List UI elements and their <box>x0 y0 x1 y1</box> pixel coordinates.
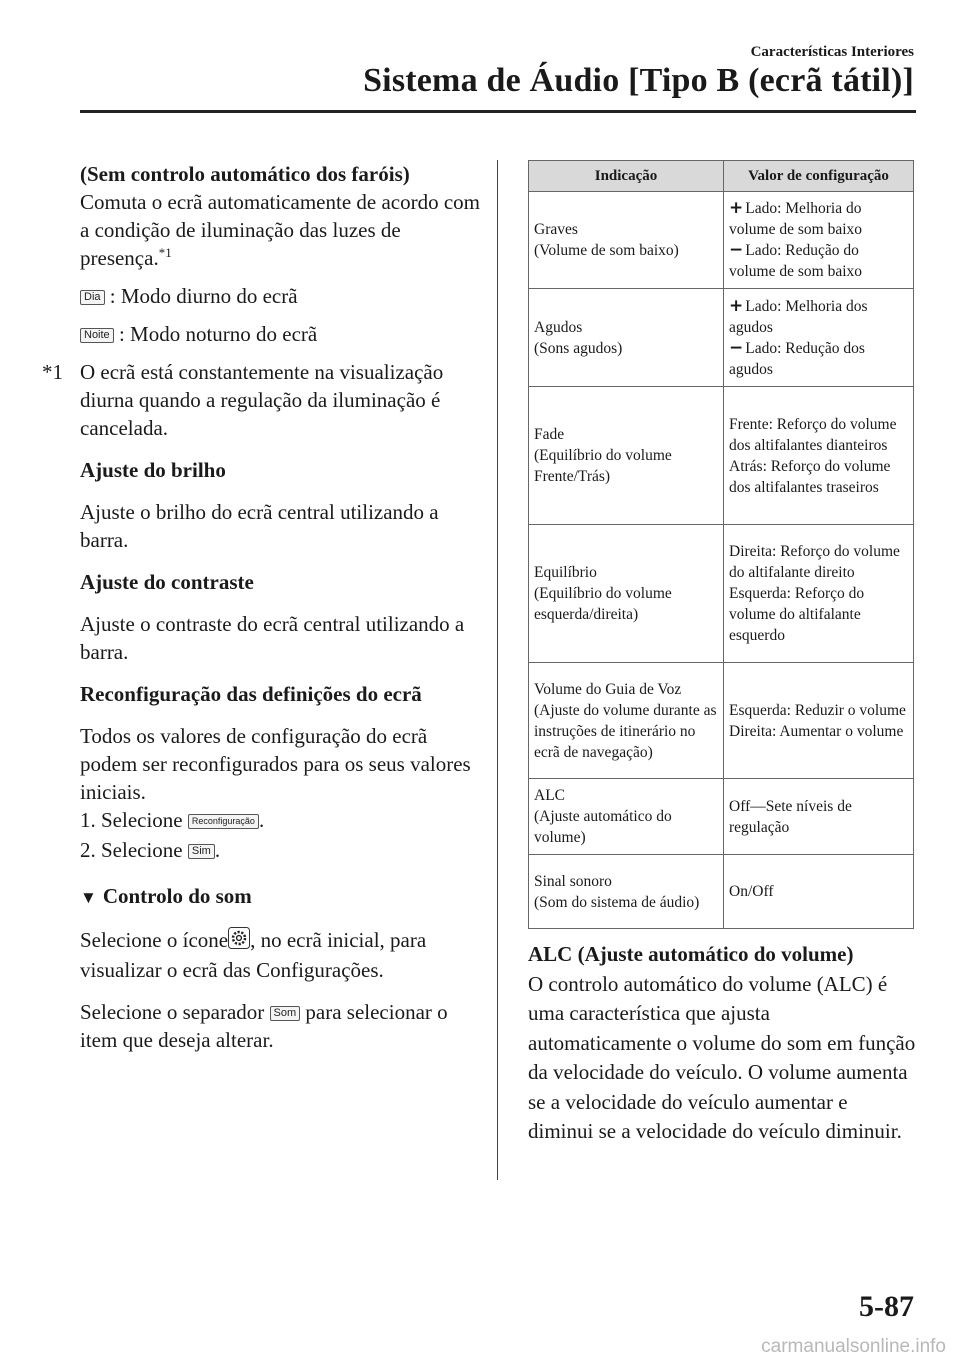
plus-icon: + <box>729 295 744 316</box>
row-item: Agudos (Sons agudos) <box>529 289 724 387</box>
row-item: ALC (Ajuste automático do volume) <box>529 779 724 855</box>
sound-tab-button[interactable]: Som <box>270 1006 301 1021</box>
paragraph-alc: O controlo automático do volume (ALC) é uma característica que ajusta automaticamente o volume do som em função da velocidade do veículo. O volume aumenta se a velocidade do veículo aumentar e diminui se a velocidade do veículo diminuir. <box>528 971 916 1143</box>
row-item: Volume do Guia de Voz (Ajuste do volume durante as instruções de itinerário no ecrã de navegação) <box>529 663 724 779</box>
triangle-icon: ▼ <box>80 888 97 907</box>
table-row <box>529 525 914 663</box>
heading-brightness: Ajuste do brilho <box>80 458 226 482</box>
page-title: Sistema de Áudio [Tipo B (ecrã tátil)] <box>363 62 914 99</box>
step-1: 1. Selecione Reconfiguração . <box>80 808 265 832</box>
reconfig-button[interactable]: Reconfiguração <box>188 814 259 829</box>
step-2: 2. Selecione Sim . <box>80 838 221 862</box>
table-row <box>529 663 914 779</box>
row-item: Sinal sonoro (Som do sistema de áudio) <box>529 855 724 929</box>
row-item: Graves (Volume de som baixo) <box>529 192 724 289</box>
watermark: carmanualsonline.info <box>761 1336 946 1357</box>
table-row <box>529 855 914 929</box>
day-button[interactable]: Dia <box>80 290 105 305</box>
row-item: Fade (Equilíbrio do volume Frente/Trás) <box>529 387 724 525</box>
paragraph-sound-1: Selecione o ícone , no ecrã inicial, para visualizar o ecrã das Configurações. <box>80 928 427 982</box>
header-indication: Indicação <box>529 161 724 192</box>
row-item: Equilíbrio (Equilíbrio do volume esquerda/direita) <box>529 525 724 663</box>
table-row <box>529 289 914 387</box>
sound-settings-table <box>528 160 914 929</box>
header-rule <box>80 110 916 113</box>
table-row <box>529 192 914 289</box>
night-button[interactable]: Noite <box>80 328 114 343</box>
section-sound-control: ▼ Controlo do som <box>80 884 252 908</box>
row-value: Esquerda: Reduzir o volume Direita: Aumentar o volume <box>724 663 914 779</box>
row-value: + Lado: Melhoria do volume de som baixo − Lado: Redução do volume de som baixo <box>724 192 914 289</box>
row-value: On/Off <box>724 855 914 929</box>
footnote-mark: *1 <box>42 360 63 384</box>
row-value: Frente: Reforço do volume dos altifalantes dianteiros Atrás: Reforço do volume dos altifalantes traseiros <box>724 387 914 525</box>
paragraph-brightness: Ajuste o brilho do ecrã central utilizando a barra. <box>80 500 439 552</box>
night-mode-line: Noite : Modo noturno do ecrã <box>80 320 480 348</box>
paragraph-lights: Comuta o ecrã automaticamente de acordo com a condição de iluminação das luzes de presença.$^{*1}$ <box>80 190 480 270</box>
footnote-ref: *1 <box>158 245 172 260</box>
row-value: + Lado: Melhoria dos agudos − Lado: Redução dos agudos <box>724 289 914 387</box>
table-row <box>529 779 914 855</box>
heading-reset: Reconfiguração das definições do ecrã <box>80 682 422 706</box>
row-value: Off—Sete níveis de regulação <box>724 779 914 855</box>
day-mode-line: Dia : Modo diurno do ecrã <box>80 282 480 310</box>
heading-alc: ALC (Ajuste automático do volume) <box>528 942 854 966</box>
column-divider <box>497 160 498 1180</box>
table-header-row <box>529 161 914 192</box>
minus-icon: − <box>729 240 744 260</box>
header-setting-value: Valor de configuração <box>724 161 914 192</box>
settings-gear-icon[interactable] <box>228 927 250 956</box>
section-label: Características Interiores <box>750 44 914 60</box>
yes-button[interactable]: Sim <box>188 844 215 859</box>
paragraph-sound-2: Selecione o separador Som para selecionar o item que deseja alterar. <box>80 1000 448 1052</box>
page-number: 5-87 <box>859 1290 914 1323</box>
row-value: Direita: Reforço do volume do altifalante direito Esquerda: Reforço do volume do altifalante esquerdo <box>724 525 914 663</box>
heading-contrast: Ajuste do contraste <box>80 570 254 594</box>
left-column <box>42 160 480 1054</box>
alc-section <box>528 940 918 1147</box>
minus-icon: − <box>729 337 744 358</box>
paragraph-contrast: Ajuste o contraste do ecrã central utilizando a barra. <box>80 612 465 664</box>
footnote: *1 O ecrã está constantemente na visualização diurna quando a regulação da iluminação é cancelada. <box>42 360 444 440</box>
heading-no-auto-lights: (Sem controlo automático dos faróis) <box>80 162 410 186</box>
paragraph-reset: Todos os valores de configuração do ecrã podem ser reconfigurados para os seus valores iniciais. <box>80 724 471 804</box>
plus-icon: + <box>729 198 744 218</box>
table-row <box>529 387 914 525</box>
